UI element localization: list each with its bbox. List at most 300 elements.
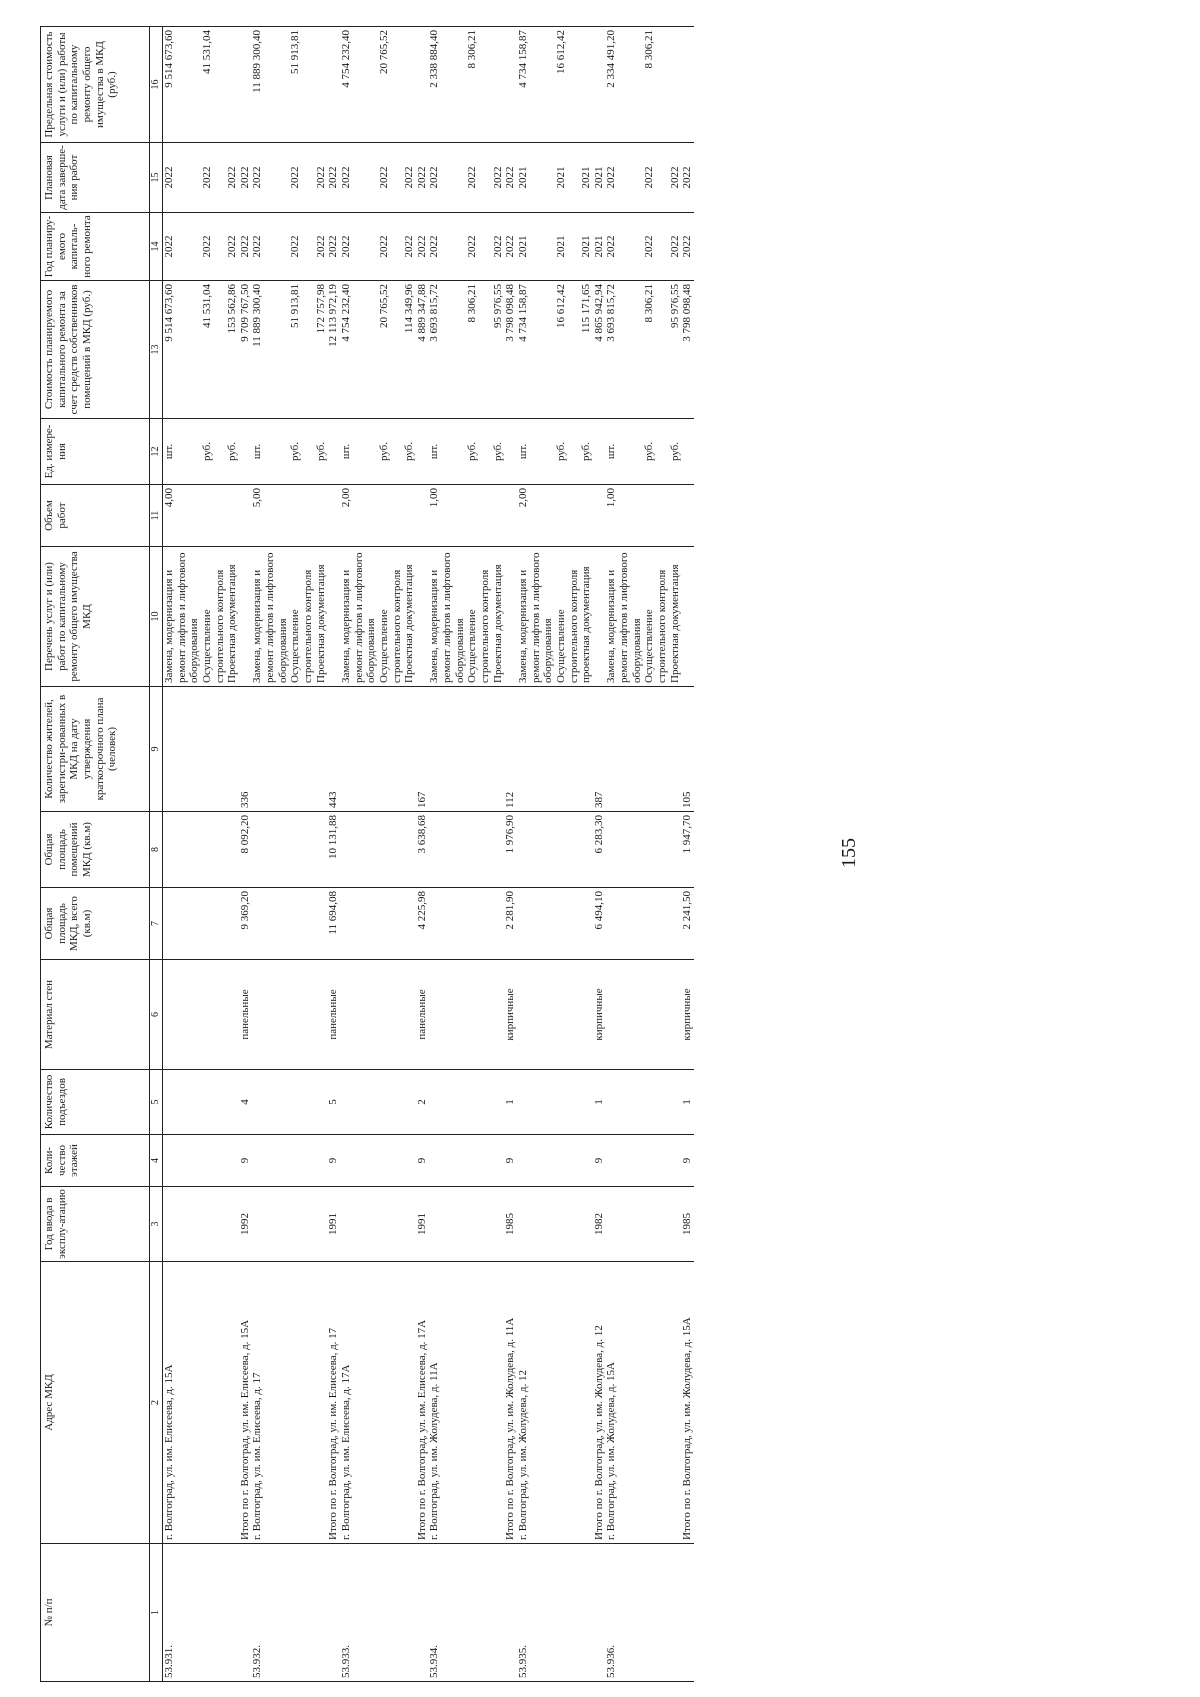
empty-cell <box>289 1135 314 1187</box>
work-unit: шт. <box>428 419 466 485</box>
empty-cell <box>428 1070 466 1135</box>
work-year: 2022 <box>466 213 491 281</box>
row-number: 53.935. <box>517 1544 555 1682</box>
work-volume <box>555 485 580 547</box>
empty-cell <box>681 547 694 687</box>
empty-cell <box>251 888 289 960</box>
work-name: Замена, модернизация и ремонт лифтов и лифтового оборудования <box>517 547 555 687</box>
row-number <box>201 1544 226 1682</box>
total-repair-year: 2021 <box>593 213 606 281</box>
work-cost: 3 693 815,72 <box>605 281 643 419</box>
empty-cell <box>643 960 668 1070</box>
empty-cell <box>605 812 643 888</box>
work-limit-cost: 4 754 232,40 <box>340 27 378 143</box>
empty-cell <box>378 888 403 960</box>
table-row <box>226 27 239 1682</box>
empty-cell <box>580 687 593 812</box>
empty-cell <box>428 1187 466 1262</box>
total-area-rooms: 3 638,68 <box>416 812 429 888</box>
col-header-area-total: Общая площадь МКД, всего (кв.м) <box>41 888 150 960</box>
work-limit-cost: 20 765,52 <box>378 27 403 143</box>
total-area-rooms: 1 947,70 <box>681 812 694 888</box>
total-walls: кирпичные <box>593 960 606 1070</box>
col-number: 1 <box>150 1544 163 1682</box>
col-header-unit: Ед. измере-ния <box>41 419 150 485</box>
row-number: 53.931. <box>163 1544 201 1682</box>
total-walls: панельные <box>239 960 252 1070</box>
empty-cell <box>403 888 416 960</box>
row-number: 53.932. <box>251 1544 289 1682</box>
work-name: Проектная документация <box>669 547 682 687</box>
empty-cell <box>504 1544 517 1682</box>
empty-cell <box>340 960 378 1070</box>
col-number: 3 <box>150 1187 163 1262</box>
empty-cell <box>555 1187 580 1262</box>
work-unit: руб. <box>669 419 682 485</box>
table-row <box>517 27 555 1682</box>
total-area: 11 694,08 <box>327 888 340 960</box>
total-area-rooms: 8 092,20 <box>239 812 252 888</box>
work-unit: шт. <box>517 419 555 485</box>
empty-cell <box>643 1187 668 1262</box>
work-cost: 172 757,98 <box>315 281 328 419</box>
total-cost: 3 798 098,48 <box>504 281 517 419</box>
address <box>289 1262 314 1544</box>
empty-cell <box>605 960 643 1070</box>
empty-cell <box>251 1135 289 1187</box>
work-end-date: 2022 <box>466 143 491 213</box>
empty-cell <box>239 27 252 143</box>
empty-cell <box>580 960 593 1070</box>
total-label: Итого по г. Волгоград, ул. им. Елисеева, д. 17А <box>416 1262 429 1544</box>
total-row <box>327 27 340 1682</box>
total-area: 9 369,20 <box>239 888 252 960</box>
work-end-date: 2022 <box>492 143 505 213</box>
col-header-end-date: Плановая дата заверше-ния работ <box>41 143 150 213</box>
work-limit-cost <box>580 27 593 143</box>
total-walls: кирпичные <box>681 960 694 1070</box>
empty-cell <box>605 888 643 960</box>
work-year: 2022 <box>315 213 328 281</box>
work-limit-cost: 16 612,42 <box>555 27 580 143</box>
work-year: 2022 <box>492 213 505 281</box>
empty-cell <box>201 1070 226 1135</box>
empty-cell <box>492 1187 505 1262</box>
empty-cell <box>239 485 252 547</box>
work-end-date: 2022 <box>226 143 239 213</box>
work-name: Проектная документация <box>492 547 505 687</box>
total-year: 1985 <box>681 1187 694 1262</box>
total-row <box>681 27 694 1682</box>
work-volume <box>226 485 239 547</box>
total-repair-year: 2022 <box>239 213 252 281</box>
empty-cell <box>580 812 593 888</box>
total-area-rooms: 6 283,30 <box>593 812 606 888</box>
row-number <box>466 1544 491 1682</box>
work-unit: руб. <box>492 419 505 485</box>
address <box>403 1262 416 1544</box>
total-row <box>416 27 429 1682</box>
total-walls: панельные <box>416 960 429 1070</box>
work-year: 2022 <box>643 213 668 281</box>
empty-cell <box>466 1070 491 1135</box>
work-year: 2021 <box>580 213 593 281</box>
work-unit: руб. <box>555 419 580 485</box>
empty-cell <box>605 687 643 812</box>
col-number: 15 <box>150 143 163 213</box>
work-cost: 95 976,55 <box>669 281 682 419</box>
col-number: 13 <box>150 281 163 419</box>
col-number: 14 <box>150 213 163 281</box>
row-number <box>669 1544 682 1682</box>
work-limit-cost <box>315 27 328 143</box>
row-number: 53.933. <box>340 1544 378 1682</box>
empty-cell <box>555 960 580 1070</box>
work-cost: 20 765,52 <box>378 281 403 419</box>
table-row <box>428 27 466 1682</box>
col-number: 16 <box>150 27 163 143</box>
address <box>492 1262 505 1544</box>
address <box>643 1262 668 1544</box>
work-limit-cost: 8 306,21 <box>466 27 491 143</box>
work-cost: 16 612,42 <box>555 281 580 419</box>
empty-cell <box>643 888 668 960</box>
empty-cell <box>466 812 491 888</box>
empty-cell <box>226 1070 239 1135</box>
work-limit-cost: 4 734 158,87 <box>517 27 555 143</box>
empty-cell <box>416 485 429 547</box>
work-volume: 2,00 <box>340 485 378 547</box>
empty-cell <box>492 1070 505 1135</box>
work-limit-cost: 2 338 884,40 <box>428 27 466 143</box>
empty-cell <box>163 1070 201 1135</box>
empty-cell <box>555 1070 580 1135</box>
empty-cell <box>492 687 505 812</box>
total-label: Итого по г. Волгоград, ул. им. Елисеева, д. 17 <box>327 1262 340 1544</box>
empty-cell <box>669 888 682 960</box>
work-limit-cost: 8 306,21 <box>643 27 668 143</box>
work-cost: 51 913,81 <box>289 281 314 419</box>
empty-cell <box>403 1070 416 1135</box>
total-year: 1991 <box>327 1187 340 1262</box>
col-header-works: Перечень услуг и (или) работ по капитальному ремонту общего имущества МКД <box>41 547 150 687</box>
work-year: 2022 <box>251 213 289 281</box>
row-number <box>289 1544 314 1682</box>
work-limit-cost: 51 913,81 <box>289 27 314 143</box>
address: г. Волгоград, ул. им. Елисеева, д. 17А <box>340 1262 378 1544</box>
empty-cell <box>378 812 403 888</box>
empty-cell <box>517 687 555 812</box>
work-volume: 2,00 <box>517 485 555 547</box>
empty-cell <box>251 1070 289 1135</box>
empty-cell <box>428 687 466 812</box>
total-area: 2 241,50 <box>681 888 694 960</box>
work-name: Осуществление строительного контроля <box>555 547 580 687</box>
work-name: Замена, модернизация и ремонт лифтов и лифтового оборудования <box>605 547 643 687</box>
row-number <box>492 1544 505 1682</box>
empty-cell <box>517 1135 555 1187</box>
empty-cell <box>681 27 694 143</box>
work-name: Замена, модернизация и ремонт лифтов и лифтового оборудования <box>251 547 289 687</box>
total-area: 6 494,10 <box>593 888 606 960</box>
empty-cell <box>226 687 239 812</box>
work-end-date: 2022 <box>340 143 378 213</box>
empty-cell <box>378 687 403 812</box>
total-end-date: 2021 <box>593 143 606 213</box>
total-cost: 4 865 942,94 <box>593 281 606 419</box>
work-volume: 4,00 <box>163 485 201 547</box>
col-header-number: № п/п <box>41 1544 150 1682</box>
empty-cell <box>492 960 505 1070</box>
empty-cell <box>340 687 378 812</box>
empty-cell <box>289 888 314 960</box>
total-cost: 3 798 098,48 <box>681 281 694 419</box>
empty-cell <box>517 1070 555 1135</box>
work-name: Осуществление строительного контроля <box>643 547 668 687</box>
empty-cell <box>669 960 682 1070</box>
work-year: 2022 <box>163 213 201 281</box>
empty-cell <box>163 812 201 888</box>
empty-cell <box>251 960 289 1070</box>
work-volume <box>315 485 328 547</box>
work-name: Осуществление строительного контроля <box>289 547 314 687</box>
empty-cell <box>289 812 314 888</box>
work-volume <box>580 485 593 547</box>
work-cost: 153 562,86 <box>226 281 239 419</box>
empty-cell <box>669 1070 682 1135</box>
total-residents: 387 <box>593 687 606 812</box>
work-end-date: 2022 <box>669 143 682 213</box>
col-number: 4 <box>150 1135 163 1187</box>
work-end-date: 2022 <box>428 143 466 213</box>
address: г. Волгоград, ул. им. Елисеева, д. 17 <box>251 1262 289 1544</box>
empty-cell <box>466 1187 491 1262</box>
empty-cell <box>504 27 517 143</box>
empty-cell <box>492 1135 505 1187</box>
empty-cell <box>403 812 416 888</box>
total-cost: 9 709 767,50 <box>239 281 252 419</box>
table-row <box>605 27 643 1682</box>
empty-cell <box>669 687 682 812</box>
empty-cell <box>340 888 378 960</box>
work-cost: 4 754 232,40 <box>340 281 378 419</box>
row-number <box>378 1544 403 1682</box>
table-row <box>643 27 668 1682</box>
total-entrances: 1 <box>504 1070 517 1135</box>
empty-cell <box>416 419 429 485</box>
empty-cell <box>239 419 252 485</box>
empty-cell <box>340 1187 378 1262</box>
empty-cell <box>201 687 226 812</box>
total-walls: кирпичные <box>504 960 517 1070</box>
empty-cell <box>504 485 517 547</box>
col-header-cost: Стоимость планируемого капитального ремонта за счет средств собственников помещений в МКД (руб.) <box>41 281 150 419</box>
work-unit: руб. <box>466 419 491 485</box>
total-repair-year: 2022 <box>327 213 340 281</box>
empty-cell <box>378 960 403 1070</box>
total-label: Итого по г. Волгоград, ул. им. Жолудева, д. 12 <box>593 1262 606 1544</box>
empty-cell <box>517 960 555 1070</box>
empty-cell <box>555 687 580 812</box>
work-unit: руб. <box>643 419 668 485</box>
empty-cell <box>466 888 491 960</box>
total-end-date: 2022 <box>681 143 694 213</box>
empty-cell <box>681 1544 694 1682</box>
empty-cell <box>504 547 517 687</box>
row-number <box>403 1544 416 1682</box>
empty-cell <box>428 812 466 888</box>
empty-cell <box>605 1135 643 1187</box>
empty-cell <box>643 812 668 888</box>
empty-cell <box>416 27 429 143</box>
empty-cell <box>681 419 694 485</box>
empty-cell <box>605 1070 643 1135</box>
empty-cell <box>403 1187 416 1262</box>
total-repair-year: 2022 <box>681 213 694 281</box>
empty-cell <box>555 812 580 888</box>
row-number <box>226 1544 239 1682</box>
work-end-date: 2022 <box>289 143 314 213</box>
row-number: 53.936. <box>605 1544 643 1682</box>
work-volume <box>378 485 403 547</box>
empty-cell <box>289 960 314 1070</box>
col-number: 11 <box>150 485 163 547</box>
row-number: 53.934. <box>428 1544 466 1682</box>
work-volume <box>492 485 505 547</box>
empty-cell <box>327 27 340 143</box>
empty-cell <box>239 547 252 687</box>
total-entrances: 1 <box>681 1070 694 1135</box>
table-row <box>466 27 491 1682</box>
total-label: Итого по г. Волгоград, ул. им. Елисеева, д. 15А <box>239 1262 252 1544</box>
work-limit-cost <box>669 27 682 143</box>
total-label: Итого по г. Волгоград, ул. им. Жолудева, д. 11А <box>504 1262 517 1544</box>
work-name: Осуществление строительного контроля <box>466 547 491 687</box>
empty-cell <box>403 687 416 812</box>
empty-cell <box>593 547 606 687</box>
col-number: 2 <box>150 1262 163 1544</box>
total-floors: 9 <box>327 1135 340 1187</box>
col-header-area-rooms: Общая площадь помещений МКД (кв.м) <box>41 812 150 888</box>
empty-cell <box>340 1070 378 1135</box>
work-name: Проектная документация <box>403 547 416 687</box>
work-volume: 1,00 <box>605 485 643 547</box>
work-name: Замена, модернизация и ремонт лифтов и лифтового оборудования <box>163 547 201 687</box>
work-volume <box>669 485 682 547</box>
empty-cell <box>580 888 593 960</box>
empty-cell <box>315 687 328 812</box>
work-name: Проектная документация <box>315 547 328 687</box>
empty-cell <box>340 812 378 888</box>
row-number <box>580 1544 593 1682</box>
empty-cell <box>201 1135 226 1187</box>
col-header-limit-cost: Предельная стоимость услуги и (или) работы по капитальному ремонту общего имущества в МКД (руб.) <box>41 27 150 143</box>
col-header-walls: Материал стен <box>41 960 150 1070</box>
total-repair-year: 2022 <box>504 213 517 281</box>
table-row <box>669 27 682 1682</box>
total-area-rooms: 10 131,88 <box>327 812 340 888</box>
work-unit: руб. <box>201 419 226 485</box>
empty-cell <box>226 1187 239 1262</box>
empty-cell <box>669 1187 682 1262</box>
work-end-date: 2021 <box>517 143 555 213</box>
row-number <box>643 1544 668 1682</box>
empty-cell <box>593 1544 606 1682</box>
page-number: 155 <box>838 838 860 868</box>
total-row <box>593 27 606 1682</box>
work-cost: 114 349,96 <box>403 281 416 419</box>
work-cost: 4 734 158,87 <box>517 281 555 419</box>
empty-cell <box>315 1135 328 1187</box>
work-year: 2022 <box>201 213 226 281</box>
total-repair-year: 2022 <box>416 213 429 281</box>
empty-cell <box>163 1187 201 1262</box>
total-entrances: 2 <box>416 1070 429 1135</box>
address <box>226 1262 239 1544</box>
work-year: 2022 <box>340 213 378 281</box>
total-floors: 9 <box>593 1135 606 1187</box>
total-row <box>504 27 517 1682</box>
total-end-date: 2022 <box>239 143 252 213</box>
work-limit-cost <box>492 27 505 143</box>
col-header-floors: Коли-чество этажей <box>41 1135 150 1187</box>
work-cost: 95 976,55 <box>492 281 505 419</box>
table-body <box>163 27 694 1682</box>
total-cost: 12 113 972,19 <box>327 281 340 419</box>
work-volume <box>466 485 491 547</box>
empty-cell <box>669 1135 682 1187</box>
col-number: 10 <box>150 547 163 687</box>
work-limit-cost: 2 334 491,20 <box>605 27 643 143</box>
empty-cell <box>416 1544 429 1682</box>
empty-cell <box>226 960 239 1070</box>
total-floors: 9 <box>504 1135 517 1187</box>
col-number: 5 <box>150 1070 163 1135</box>
row-number <box>555 1544 580 1682</box>
work-year: 2022 <box>428 213 466 281</box>
total-year: 1985 <box>504 1187 517 1262</box>
col-header-entrances: Количество подъездов <box>41 1070 150 1135</box>
work-limit-cost <box>403 27 416 143</box>
total-entrances: 4 <box>239 1070 252 1135</box>
column-number-row <box>150 27 163 1682</box>
work-limit-cost: 41 531,04 <box>201 27 226 143</box>
empty-cell <box>378 1135 403 1187</box>
table-row <box>403 27 416 1682</box>
empty-cell <box>517 888 555 960</box>
empty-cell <box>580 1135 593 1187</box>
work-limit-cost: 11 889 300,40 <box>251 27 289 143</box>
total-entrances: 1 <box>593 1070 606 1135</box>
total-floors: 9 <box>681 1135 694 1187</box>
empty-cell <box>555 1135 580 1187</box>
empty-cell <box>226 1135 239 1187</box>
empty-cell <box>378 1187 403 1262</box>
empty-cell <box>315 1070 328 1135</box>
work-name: Замена, модернизация и ремонт лифтов и лифтового оборудования <box>340 547 378 687</box>
empty-cell <box>163 1135 201 1187</box>
col-number: 7 <box>150 888 163 960</box>
row-number <box>315 1544 328 1682</box>
total-year: 1991 <box>416 1187 429 1262</box>
table-row <box>201 27 226 1682</box>
empty-cell <box>555 888 580 960</box>
work-cost: 11 889 300,40 <box>251 281 289 419</box>
work-end-date: 2022 <box>403 143 416 213</box>
total-residents: 336 <box>239 687 252 812</box>
work-cost: 41 531,04 <box>201 281 226 419</box>
work-volume <box>403 485 416 547</box>
